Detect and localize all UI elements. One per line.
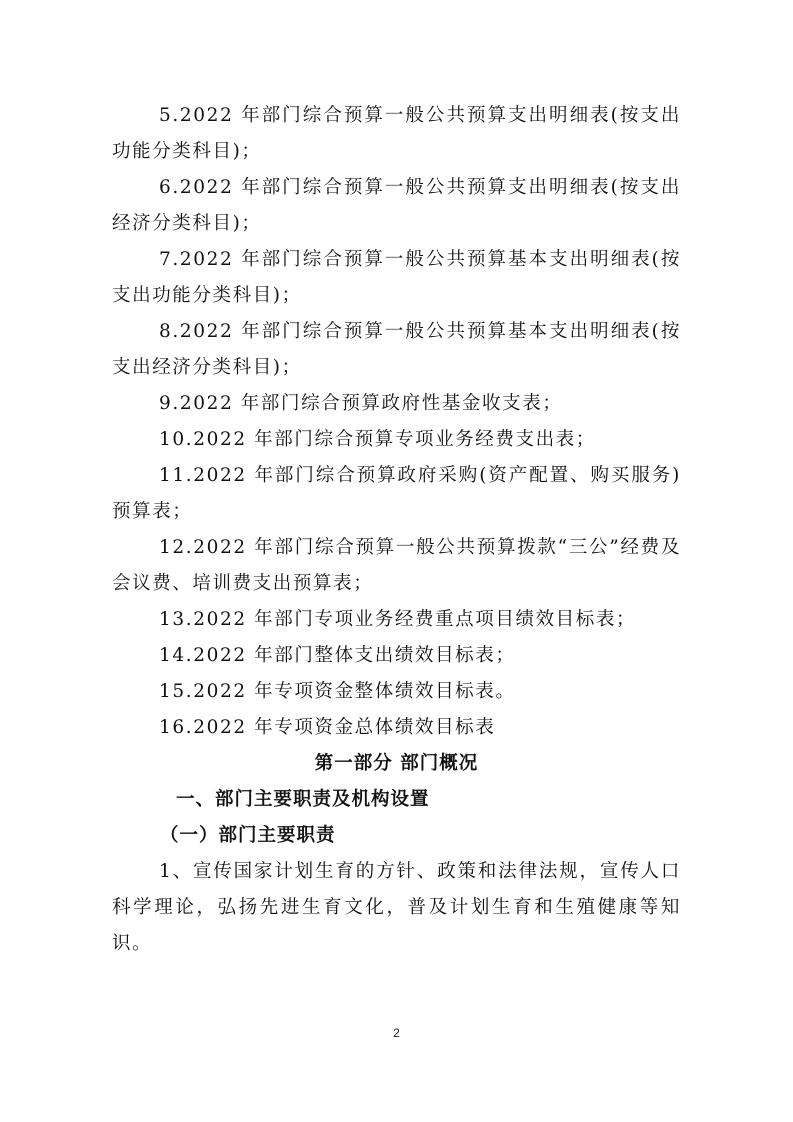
- list-item: 16.2022 年专项资金总体绩效目标表: [159, 717, 496, 738]
- list-item: 13.2022 年部门专项业务经费重点项目绩效目标表；: [159, 609, 637, 630]
- subsection-title: （一）部门主要职责: [160, 825, 336, 846]
- list-item: 15.2022 年专项资金整体绩效目标表。: [159, 681, 516, 702]
- document-body: [0, 98, 793, 962]
- list-item: 8.2022 年部门综合预算一般公共预算基本支出明细表(按支出经济分类科目)；: [112, 321, 681, 378]
- list-item: 10.2022 年部门综合预算专项业务经费支出表；: [159, 429, 596, 450]
- page-number: 2: [393, 1026, 400, 1040]
- list-item: 7.2022 年部门综合预算一般公共预算基本支出明细表(按支出功能分类科目)；: [112, 249, 681, 306]
- list-item: 5.2022 年部门综合预算一般公共预算支出明细表(按支出功能分类科目)；: [112, 105, 681, 162]
- body-paragraph: 1、宣传国家计划生育的方针、政策和法律法规，宣传人口科学理论，弘扬先进生育文化，普及计划生育和生殖健康等知识。: [112, 861, 681, 954]
- section-title: 一、部门主要职责及机构设置: [176, 789, 430, 810]
- list-item: 14.2022 年部门整体支出绩效目标表；: [159, 645, 516, 666]
- list-item: 6.2022 年部门综合预算一般公共预算支出明细表(按支出经济分类科目)；: [112, 177, 681, 234]
- list-item: 9.2022 年部门综合预算政府性基金收支表；: [159, 393, 563, 414]
- list-item: 11.2022 年部门综合预算政府采购(资产配置、购买服务)预算表；: [112, 465, 681, 522]
- list-item: 12.2022 年部门综合预算一般公共预算拨款“三公”经费及会议费、培训费支出预算表；: [112, 537, 681, 594]
- part-title: 第一部分 部门概况: [314, 753, 479, 774]
